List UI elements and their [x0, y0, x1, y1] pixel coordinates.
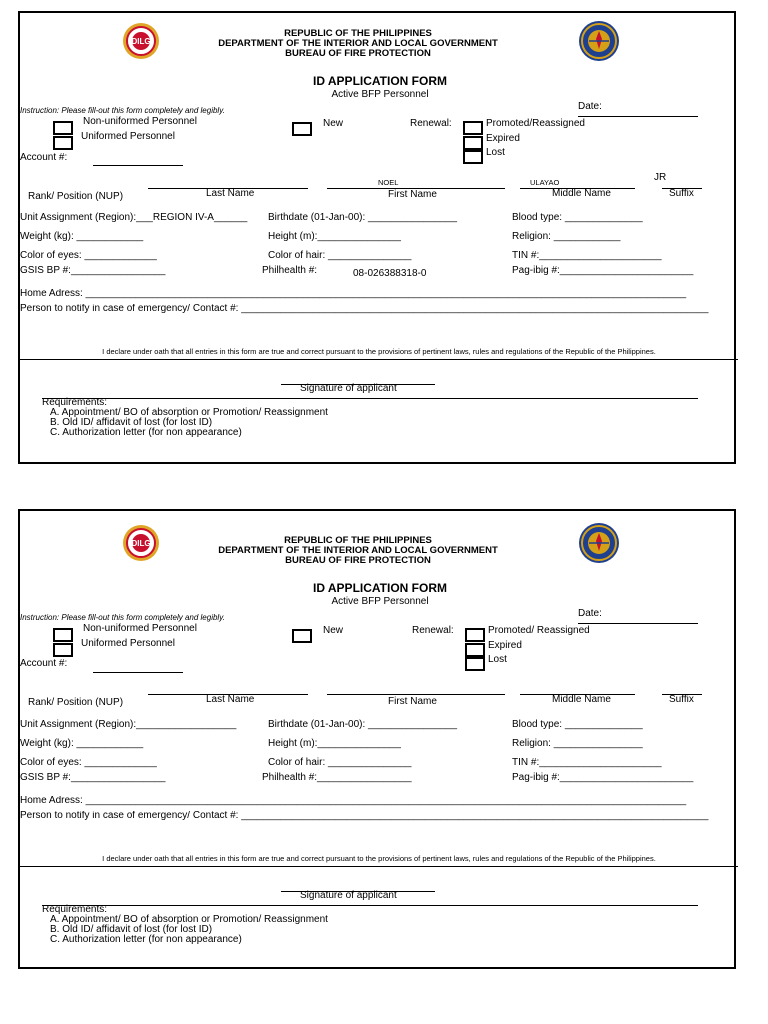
header-line-2: DEPARTMENT OF THE INTERIOR AND LOCAL GOVERNMENT [218, 545, 498, 556]
account-label: Account #: [20, 658, 68, 669]
requirement-a: A. Appointment/ BO of absorption or Promotion/ Reassignment [50, 407, 328, 418]
suffix-label: Suffix [669, 188, 694, 199]
dilg-logo-text: DILG [131, 37, 151, 46]
uniformed-label: Uniformed Personnel [81, 131, 175, 142]
height-field[interactable]: Height (m):_______________ [268, 231, 401, 242]
non-uniformed-checkbox[interactable] [53, 121, 73, 135]
signature-label: Signature of applicant [300, 890, 397, 901]
suffix-label: Suffix [669, 694, 694, 705]
requirement-c: C. Authorization letter (for non appearance) [50, 427, 242, 438]
uniformed-checkbox[interactable] [53, 643, 73, 657]
date-field[interactable] [578, 116, 698, 117]
rank-label: Rank/ Position (NUP) [28, 191, 124, 202]
date-label: Date: [578, 608, 602, 619]
lost-checkbox[interactable] [463, 150, 483, 164]
section-divider [20, 866, 738, 867]
middle-name-value: ULAYAO [530, 178, 560, 187]
middle-name-label: Middle Name [552, 188, 611, 199]
uniformed-label: Uniformed Personnel [81, 638, 175, 649]
header-line-1: REPUBLIC OF THE PHILIPPINES [284, 535, 432, 546]
weight-field[interactable]: Weight (kg): ____________ [20, 738, 144, 749]
philhealth-label: Philhealth #: [262, 265, 318, 276]
suffix-value: JR [654, 172, 667, 183]
promoted-label: Promoted/ Reassigned [488, 625, 590, 636]
promoted-label: Promoted/Reassigned [486, 118, 585, 129]
gsis-field[interactable]: GSIS BP #:_________________ [20, 772, 166, 783]
birthdate-field[interactable]: Birthdate (01-Jan-00): ________________ [268, 212, 458, 223]
expired-checkbox[interactable] [463, 136, 483, 150]
unit-assignment-field[interactable]: Unit Assignment (Region):___REGION IV-A______ [20, 212, 248, 223]
header-line-3: BUREAU OF FIRE PROTECTION [285, 555, 431, 566]
unit-assignment-field[interactable]: Unit Assignment (Region):__________________ [20, 719, 237, 730]
expired-checkbox[interactable] [465, 643, 485, 657]
requirement-c: C. Authorization letter (for non appearance) [50, 934, 242, 945]
requirement-b: B. Old ID/ affidavit of lost (for lost ID) [50, 924, 213, 935]
dilg-logo-text: DILG [131, 539, 151, 548]
pagibig-field[interactable]: Pag-ibig #:________________________ [512, 265, 694, 276]
form-subtitle: Active BFP Personnel [331, 89, 429, 100]
form-title: ID APPLICATION FORM [313, 74, 447, 88]
non-uniformed-label: Non-uniformed Personnel [83, 623, 197, 634]
form-title: ID APPLICATION FORM [313, 581, 447, 595]
middle-name-label: Middle Name [552, 694, 611, 705]
first-name-value: NOEL [378, 178, 399, 187]
religion-field[interactable]: Religion: ________________ [512, 738, 643, 749]
tin-field[interactable]: TIN #:______________________ [512, 757, 662, 768]
date-field[interactable] [578, 623, 698, 624]
gsis-field[interactable]: GSIS BP #:_________________ [20, 265, 166, 276]
requirement-a: A. Appointment/ BO of absorption or Promotion/ Reassignment [50, 914, 328, 925]
renewal-label: Renewal: [410, 118, 452, 129]
expired-label: Expired [486, 133, 520, 144]
lost-checkbox[interactable] [465, 657, 485, 671]
blood-type-field[interactable]: Blood type: ______________ [512, 212, 643, 223]
new-checkbox[interactable] [292, 122, 312, 136]
last-name-label: Last Name [206, 188, 255, 199]
requirements-label: Requirements: [42, 397, 108, 408]
emergency-contact-field[interactable]: Person to notify in case of emergency/ Contact #: ____________________________________________________________________________________ [20, 304, 709, 314]
instruction-text: Instruction: Please fill-out this form completely and legibly. [20, 613, 225, 622]
first-name-field[interactable] [327, 694, 505, 695]
promoted-checkbox[interactable] [465, 628, 485, 642]
last-name-label: Last Name [206, 694, 255, 705]
home-address-field[interactable]: Home Adress: ____________________________________________________________________________________________________________ [20, 796, 687, 806]
account-field[interactable] [93, 165, 183, 166]
section-divider [20, 359, 738, 360]
declaration-text: I declare under oath that all entries in this form are true and correct pursuant to the provisions of pertinent laws, rules and regulations of the Republic of the Philippines. [102, 854, 656, 863]
non-uniformed-label: Non-uniformed Personnel [83, 116, 197, 127]
bfp-seal-icon [572, 521, 626, 565]
blood-type-field[interactable]: Blood type: ______________ [512, 719, 643, 730]
date-label: Date: [578, 101, 602, 112]
header-line-1: REPUBLIC OF THE PHILIPPINES [284, 28, 432, 39]
signature-label: Signature of applicant [300, 383, 397, 394]
header-line-3: BUREAU OF FIRE PROTECTION [285, 48, 431, 59]
new-label: New [323, 118, 344, 129]
religion-field[interactable]: Religion: ____________ [512, 231, 621, 242]
first-name-label: First Name [388, 189, 437, 200]
birthdate-field[interactable]: Birthdate (01-Jan-00): ________________ [268, 719, 458, 730]
form-subtitle: Active BFP Personnel [331, 596, 429, 607]
requirements-label: Requirements: [42, 904, 108, 915]
non-uniformed-checkbox[interactable] [53, 628, 73, 642]
rank-label: Rank/ Position (NUP) [28, 697, 124, 708]
philhealth-value[interactable]: 08-026388318-0 [353, 268, 427, 279]
tin-field[interactable]: TIN #:______________________ [512, 250, 662, 261]
pagibig-field[interactable]: Pag-ibig #:________________________ [512, 772, 694, 783]
account-label: Account #: [20, 152, 68, 163]
instruction-text: Instruction: Please fill-out this form completely and legibly. [20, 106, 225, 115]
requirement-b: B. Old ID/ affidavit of lost (for lost ID) [50, 417, 213, 428]
declaration-text: I declare under oath that all entries in this form are true and correct pursuant to the provisions of pertinent laws, rules and regulations of the Republic of the Philippines. [102, 347, 656, 356]
id-application-form-2 [18, 509, 736, 969]
promoted-checkbox[interactable] [463, 121, 483, 135]
account-field[interactable] [93, 672, 183, 673]
signature-underline [42, 905, 698, 906]
home-address-field[interactable]: Home Adress: ____________________________________________________________________________________________________________ [20, 289, 687, 299]
new-checkbox[interactable] [292, 629, 312, 643]
philhealth-field[interactable]: Philhealth #:_________________ [262, 772, 412, 783]
signature-underline [42, 398, 698, 399]
bfp-seal-icon [572, 19, 626, 63]
renewal-label: Renewal: [412, 625, 454, 636]
uniformed-checkbox[interactable] [53, 136, 73, 150]
lost-label: Lost [488, 654, 507, 665]
height-field[interactable]: Height (m):_______________ [268, 738, 401, 749]
hair-color-field[interactable]: Color of hair: _______________ [268, 250, 412, 261]
emergency-contact-field[interactable]: Person to notify in case of emergency/ Contact #: ____________________________________________________________________________________ [20, 811, 709, 821]
weight-field[interactable]: Weight (kg): ____________ [20, 231, 144, 242]
eye-color-field[interactable]: Color of eyes: _____________ [20, 757, 157, 768]
hair-color-field[interactable]: Color of hair: _______________ [268, 757, 412, 768]
lost-label: Lost [486, 147, 505, 158]
new-label: New [323, 625, 344, 636]
first-name-label: First Name [388, 696, 437, 707]
id-application-form-1 [18, 11, 736, 464]
expired-label: Expired [488, 640, 522, 651]
header-line-2: DEPARTMENT OF THE INTERIOR AND LOCAL GOVERNMENT [218, 38, 498, 49]
eye-color-field[interactable]: Color of eyes: _____________ [20, 250, 157, 261]
